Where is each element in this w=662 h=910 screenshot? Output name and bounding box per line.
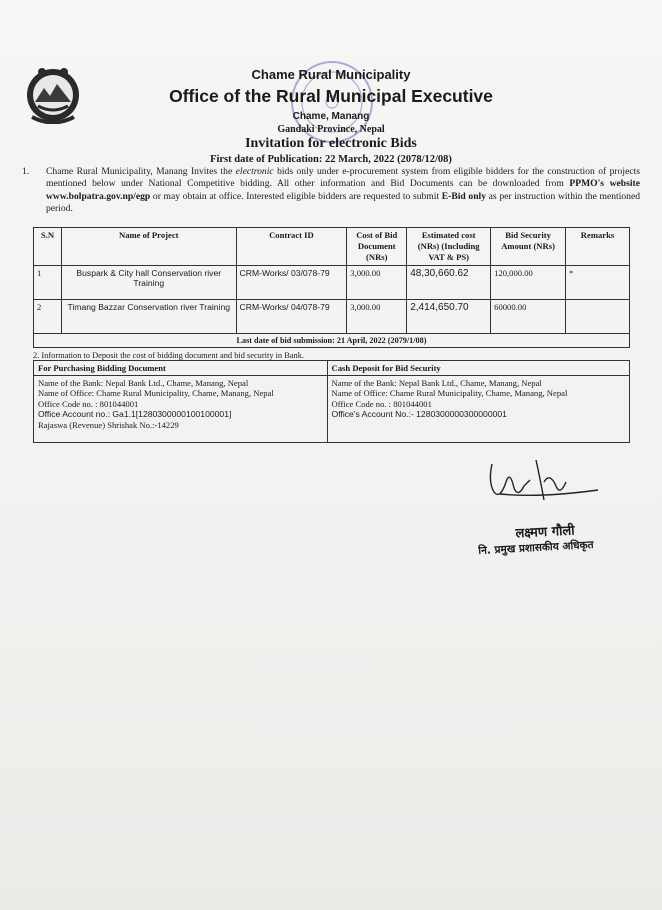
publication-date: First date of Publication: 22 March, 2022 (2078/12/08) [210, 154, 452, 165]
bank-header-row [34, 361, 630, 376]
table-row [34, 266, 630, 300]
table-row [34, 300, 630, 334]
signatory-title: नि. प्रमुख प्रशासकीय अधिकृत [478, 538, 594, 558]
deposit-note: 2. Information to Deposit the cost of bidding document and bid security in Bank. [33, 351, 304, 360]
intro-number: 1. [22, 166, 30, 177]
purchasing-doc-title: For Purchasing Bidding Document [34, 361, 328, 376]
row-security: 60000.00 [491, 300, 566, 334]
header-remarks: Remarks [566, 228, 630, 266]
row-estimate: 2,414,650.70 [407, 300, 491, 334]
row-sn: 2 [34, 300, 62, 334]
intro-ebid: E-Bid only [441, 190, 487, 202]
row-project-name: Timang Bazzar Conservation river Training [61, 300, 236, 334]
row-sn: 1 [34, 266, 62, 300]
row-remarks [566, 300, 630, 334]
detail-line: Office's Account No.:- 1280300000300000001 [331, 409, 507, 420]
bid-security-title: Cash Deposit for Bid Security [327, 361, 629, 376]
bank-details-row [34, 376, 630, 443]
ppmo-website-link[interactable]: PPMO's website www.bolpatra.gov.np/egp [46, 178, 640, 202]
office-province: Gandaki Province, Nepal [277, 124, 385, 135]
header-sn: S.N [34, 228, 62, 266]
header-estimate: Estimated cost (NRs) (Including VAT & PS) [407, 228, 491, 266]
detail-line: Office Account no.: Ga1.1[1280300000100100001] [38, 409, 232, 420]
row-security: 120,000.00 [491, 266, 566, 300]
last-date-row [34, 334, 630, 348]
detail-line: Name of the Bank: Nepal Bank Ltd., Chame, Manang, Nepal [331, 378, 542, 388]
municipality-name: Chame Rural Municipality [251, 67, 411, 82]
office-location: Chame, Manang [292, 111, 370, 122]
detail-line: Name of the Bank: Nepal Bank Ltd., Chame, Manang, Nepal [38, 378, 249, 388]
row-contract-id: CRM-Works/ 04/078-79 [236, 300, 347, 334]
detail-line: Rajaswa (Revenue) Shrishak No.:-14229 [38, 419, 179, 430]
detail-line: Office Code no. : 801044001 [38, 398, 139, 409]
row-cost: 3,000.00 [347, 300, 407, 334]
row-estimate: 48,30,660.62 [407, 266, 491, 300]
bank-details-table [33, 360, 630, 443]
intro-paragraph [22, 166, 640, 215]
detail-line: Name of Office: Chame Rural Municipality, Chame, Manang, Nepal [331, 388, 568, 399]
table-header-row [34, 228, 630, 266]
row-project-name: Buspark & City hall Conservation river Training [61, 266, 236, 300]
notice-title: Invitation for electronic Bids [245, 136, 417, 151]
detail-line: Name of Office: Chame Rural Municipality, Chame, Manang, Nepal [38, 388, 274, 399]
row-contract-id: CRM-Works/ 03/078-79 [236, 266, 347, 300]
signature-icon [470, 452, 610, 512]
row-cost: 3,000.00 [347, 266, 407, 300]
header-contract-id: Contract ID [236, 228, 347, 266]
detail-line: Office Code no. : 801044001 [331, 398, 432, 409]
office-title: Office of the Rural Municipal Executive [169, 86, 493, 106]
intro-em: electronic [235, 166, 274, 177]
intro-text-1: Chame Rural Municipality, Manang Invites the [46, 166, 236, 177]
bid-security-details [327, 376, 629, 443]
header-cost: Cost of Bid Document (NRs) [347, 228, 407, 266]
signatory-name: लक्ष्मण गौली [515, 523, 576, 542]
intro-text-3: or may obtain at office. Interested eligible bidders are requested to submit [150, 190, 442, 202]
intro-text-2: bids only under e-procurement system from eligible bidders for the construction of projects mentioned below under National Competitive bidding. All other information and Bid Documents can be downloaded from [46, 166, 640, 190]
row-remarks: * [566, 266, 630, 300]
header-security: Bid Security Amount (NRs) [491, 228, 566, 266]
intro-text-4: as per instruction within the mentioned period. [46, 190, 641, 214]
header-project-name: Name of Project [61, 228, 236, 266]
purchasing-doc-details [34, 376, 328, 443]
bids-table [33, 227, 630, 348]
last-submission-date: Last date of bid submission: 21 April, 2022 (2079/1/08) [34, 334, 630, 348]
